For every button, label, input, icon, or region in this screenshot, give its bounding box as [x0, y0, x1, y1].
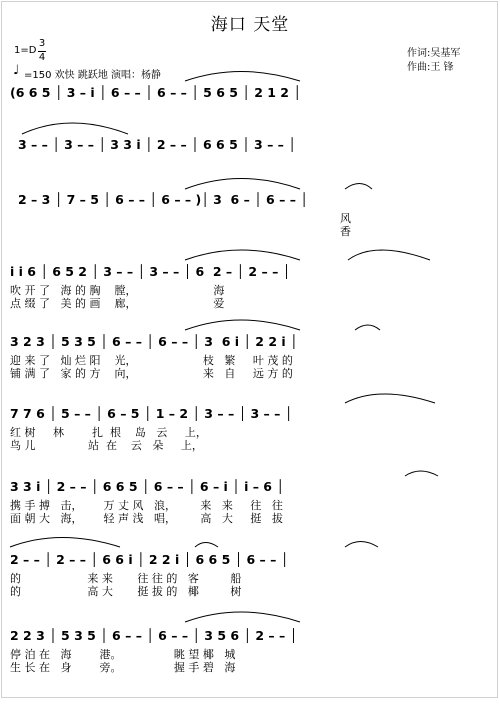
lyric-line-1: [18, 157, 500, 171]
score-row-7: [0, 479, 500, 559]
lyric-line-1: 的 来 来 往 往 的 客 船: [10, 572, 242, 585]
notes-line: 3 3 i │ 2 – – │ 6 6 5 │ 6 – – │ 6 – i │ i – 6 │: [10, 479, 284, 494]
lyric-line-2: [18, 170, 500, 184]
time-numerator: 3: [38, 38, 46, 49]
lyric-line-2: 香: [340, 225, 351, 238]
lyric-line-2: 铺 满 了 家 的 方 向， 来 自 远 方 的: [10, 367, 293, 380]
notes-line: 2 – 3 │ 7 – 5 │ 6 – – │ 6 – – )│ 3 6 – │ 6 – – │: [18, 192, 308, 207]
lyric-line-2: 点 缀 了 美 的 画 廊， 爱: [10, 297, 225, 310]
lyric-line-2: 面 朝 大 海， 轻 声 浅 唱， 高 大 挺 拔: [10, 512, 283, 525]
lyric-line-1: 风: [340, 212, 351, 225]
score-row-8: [0, 552, 500, 632]
lyric-line-1: 停 泊 在 海 港。 眺 望 椰 城: [10, 648, 236, 661]
lyric-line-2: 鸟 儿 站 在 云 朵 上，: [10, 439, 203, 452]
score-row-5: [0, 334, 500, 414]
key-signature: 1=D: [14, 45, 37, 56]
notes-line: 2 2 3 │ 5 3 5 │ 6 – – │ 6 – – │ 3 5 6 │ 2 – – │: [10, 628, 298, 643]
score-row-6: [0, 406, 500, 486]
notes-line: 2 – – │ 2 – – │ 6 6 i │ 2 2 i │ 6 6 5 │ 6 – – │: [10, 552, 289, 567]
lyric-line-1: 携 手 搏 击， 万 丈 风 浪， 来 来 往 往: [10, 499, 283, 512]
notes-line: (6 6 5 │ 3 – i │ 6 – – │ 6 – – │ 5 6 5 │ 2 1 2 │: [10, 85, 301, 100]
notes-line: 7 7 6 │ 5 – – │ 6 – 5 │ 1 – 2 │ 3 – – │ 3 – – │: [10, 406, 293, 421]
notes-line: 3 – – │ 3 – – │ 3 3 i │ 2 – – │ 6 6 5 │ 3 – – │: [18, 137, 296, 152]
song-title: 海口 天堂: [210, 15, 290, 35]
lyric-line-1: 吹 开 了 海 的 胸 膛， 海: [10, 284, 225, 297]
lyric-line-2: [10, 118, 500, 132]
score-row-3: [0, 192, 500, 272]
notes-line: i i 6 │ 6 5 2 │ 3 – – │ 3 – – │ 6 2 – │ 2 – – │: [10, 264, 291, 279]
quarter-note-icon: ♩: [13, 63, 20, 78]
lyric-line-1: 迎 来 了 灿 烂 阳 光， 枝 繁 叶 茂 的: [10, 354, 293, 367]
lyric-line-1: [10, 105, 500, 119]
time-denominator: 4: [38, 52, 46, 63]
tempo-marking: =150 欢快 跳跃地 演唱：杨静: [24, 70, 162, 81]
lyric-line-1: 红 树 林 扎 根 岛 云 上，: [10, 426, 207, 439]
lyric-line-2: 生 长 在 身 旁。 握 手 碧 海: [10, 661, 236, 674]
score-row-4: [0, 264, 500, 344]
notes-line: 3 2 3 │ 5 3 5 │ 6 – – │ 6 – – │ 3 6 i │ 2 2 i │: [10, 334, 298, 349]
composer-credit: 作曲:王 锋: [407, 62, 454, 73]
score-row-9: [0, 628, 500, 708]
lyricist-credit: 作词:吴基军: [407, 48, 461, 59]
lyric-line-2: 的 高 大 挺 拔 的 椰 树: [10, 585, 242, 598]
